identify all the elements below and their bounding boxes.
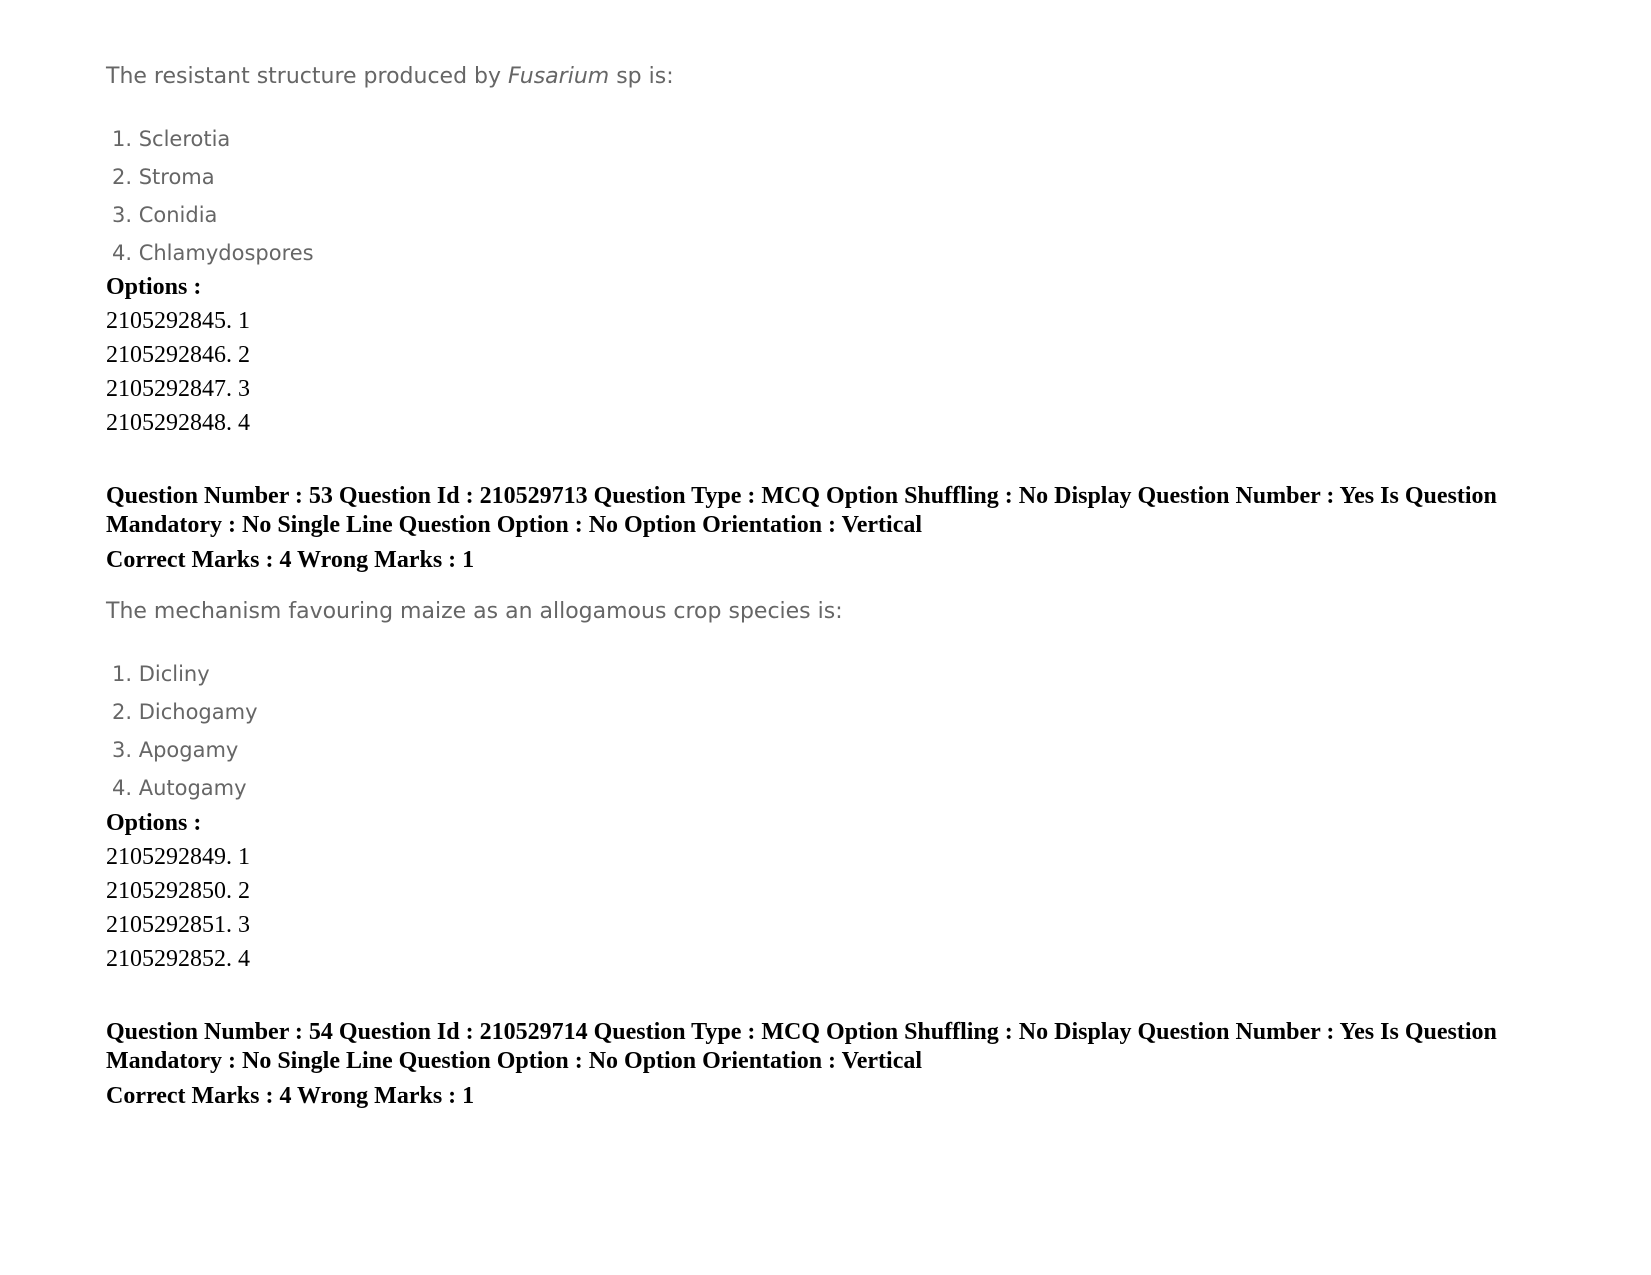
question-52 (106, 62, 674, 92)
question-52-options (106, 270, 250, 440)
question-53-options (106, 806, 250, 976)
option-row: 2105292852. 4 (106, 946, 250, 972)
options-heading: Options : (106, 274, 202, 300)
choice-item: 2. Stroma (112, 165, 215, 189)
question-52-text-part: The resistant structure produced by (106, 64, 509, 89)
question-54-meta: Question Number : 54 Question Id : 210529714 Question Type : MCQ Option Shuffling : No Display Question Number : Yes Is Question Mandatory : No Single Line Question Option : No Option Orientation : Vertical (106, 1019, 1497, 1074)
option-row: 2105292845. 1 (106, 308, 250, 334)
question-52-text-part: sp is: (609, 64, 674, 89)
option-row: 2105292846. 2 (106, 342, 250, 368)
question-52-choices (106, 120, 314, 272)
options-list (106, 840, 250, 976)
choice-item: 4. Autogamy (112, 776, 247, 800)
option-row: 2105292849. 1 (106, 844, 250, 870)
question-52-text (106, 62, 674, 92)
question-53-marks: Correct Marks : 4 Wrong Marks : 1 (106, 547, 475, 573)
options-heading: Options : (106, 810, 202, 836)
question-52-text-italic: Fusarium (508, 64, 610, 89)
choice-item: 3. Conidia (112, 203, 218, 227)
option-row: 2105292851. 3 (106, 912, 250, 938)
question-53-choices (106, 655, 258, 807)
options-list (106, 304, 250, 440)
choice-item: 4. Chlamydospores (112, 241, 314, 265)
option-row: 2105292850. 2 (106, 878, 250, 904)
question-54-marks: Correct Marks : 4 Wrong Marks : 1 (106, 1083, 475, 1109)
choice-item: 1. Dicliny (112, 662, 210, 686)
question-53-text: The mechanism favouring maize as an allogamous crop species is: (106, 599, 843, 624)
choice-item: 2. Dichogamy (112, 700, 258, 724)
choice-item: 1. Sclerotia (112, 127, 231, 151)
option-row: 2105292848. 4 (106, 410, 250, 436)
option-row: 2105292847. 3 (106, 376, 250, 402)
choice-item: 3. Apogamy (112, 738, 239, 762)
question-53-meta: Question Number : 53 Question Id : 210529713 Question Type : MCQ Option Shuffling : No Display Question Number : Yes Is Question Mandatory : No Single Line Question Option : No Option Orientation : Vertical (106, 483, 1497, 538)
